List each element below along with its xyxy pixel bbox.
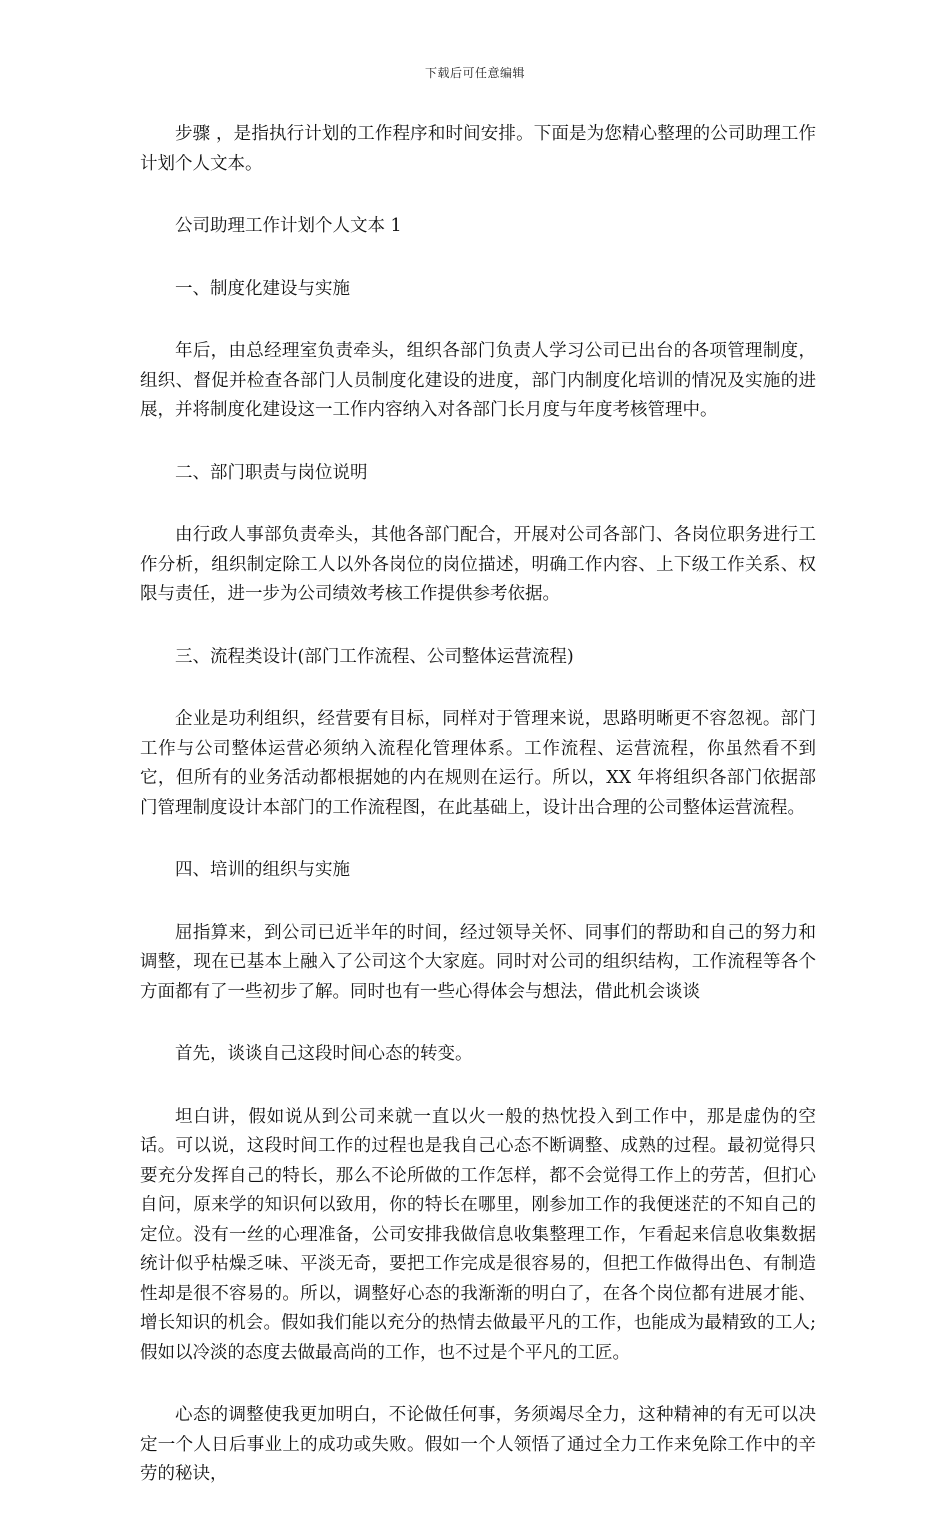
section-heading-3: 三、流程类设计(部门工作流程、公司整体运营流程) xyxy=(175,646,574,667)
page-header-note: 下载后可任意编辑 xyxy=(424,66,525,80)
body-paragraph-mindset: 坦白讲，假如说从到公司来就一直以火一般的热忱投入到工作中，那是虚伪的空话。可以说，这段时间工作的过程也是我自己心态不断调整、成熟的过程。最初觉得只要充分发挥自己的特长，那么不论所做的工作怎样，都不会觉得工作上的劳苦，但扪心自问，原来学的知识何以致用，你的特长在哪里，刚参加工作的我便迷茫的不知自己的定位。没有一丝的心理准备，公司安排我做信息收集整理工作，乍看起来信息收集数据统计似乎枯燥乏味、平淡无奇，要把工作完成是很容易的，但把工作做得出色、有制造性却是很不容易的。所以，调整好心态的我渐渐的明白了，在各个岗位都有进展才能、增长知识的机会。假如我们能以充分的热情去做最平凡的工作，也能成为最精致的工人;假如以冷淡的态度去做最高尚的工作，也不过是个平凡的工匠。 xyxy=(140,1106,816,1363)
subheading-mindset: 首先，谈谈自己这段时间心态的转变。 xyxy=(175,1044,473,1064)
section-paragraph-3: 企业是功利组织，经营要有目标，同样对于管理来说，思路明晰更不容忽视。部门工作与公司整体运营必须纳入流程化管理体系。工作流程、运营流程，你虽然看不到它，但所有的业务活动都根据她的内在规则在运行。所以，XX 年将组织各部门依据部门管理制度设计本部门的工作流程图，在此基础上，设计出合理的公司整体运营流程。 xyxy=(140,709,816,818)
section-heading-1: 一、制度化建设与实施 xyxy=(175,278,350,299)
section-heading-2: 二、部门职责与岗位说明 xyxy=(175,462,368,483)
section-paragraph-1: 年后，由总经理室负责牵头，组织各部门负责人学习公司已出台的各项管理制度，组织、督促并检查各部门人员制度化建设的进度，部门内制度化培训的情况及实施的进展，并将制度化建设这一工作内容纳入对各部门长月度与年度考核管理中。 xyxy=(140,341,816,420)
intro-paragraph: 步骤 ，是指执行计划的工作程序和时间安排。下面是为您精心整理的公司助理工作计划个人文本。 xyxy=(140,124,816,174)
body-paragraph-effort: 心态的调整使我更加明白，不论做任何事，务须竭尽全力，这种精神的有无可以决定一个人日后事业上的成功或失败。假如一个人领悟了通过全力工作来免除工作中的辛劳的秘诀， xyxy=(140,1405,816,1484)
document-body xyxy=(140,120,816,1523)
section-paragraph-4: 屈指算来，到公司已近半年的时间，经过领导关怀、同事们的帮助和自己的努力和调整，现在已基本上融入了公司这个大家庭。同时对公司的组织结构，工作流程等各个方面都有了一些初步了解。同时也有一些心得体会与想法，借此机会谈谈 xyxy=(140,922,816,1002)
document-title: 公司助理工作计划个人文本 1 xyxy=(175,216,402,236)
section-heading-4: 四、培训的组织与实施 xyxy=(175,860,350,880)
section-paragraph-2: 由行政人事部负责牵头，其他各部门配合，开展对公司各部门、各岗位职务进行工作分析，组织制定除工人以外各岗位的岗位描述，明确工作内容、上下级工作关系、权限与责任，进一步为公司绩效考核工作提供参考依据。 xyxy=(140,525,816,604)
